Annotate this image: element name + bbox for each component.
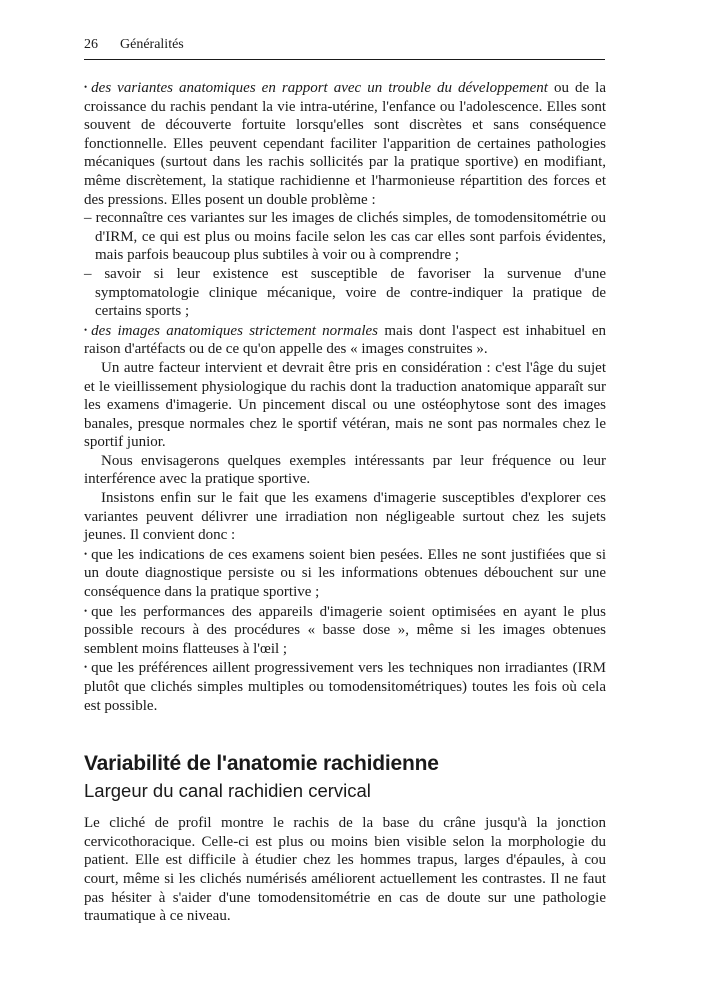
- bullet-paragraph: [84, 602, 606, 659]
- subsection-heading: Largeur du canal rachidien cervical: [84, 780, 371, 802]
- paragraph-text: que les performances des appareils d'imagerie soient optimisées en ayant le plus possible recours à des procédures « basse dose », même si les images obtenues semblent moins flatteuses à l'œil ;: [84, 603, 606, 657]
- section-heading: Variabilité de l'anatomie rachidienne: [84, 752, 439, 776]
- bullet-paragraph: [84, 78, 606, 209]
- bullet-icon: •: [84, 548, 88, 559]
- emphasis-text: des images anatomiques strictement normales: [91, 322, 379, 339]
- paragraph: Un autre facteur intervient et devrait être pris en considération : c'est l'âge du sujet et le vieillissement physiologique du rachis dont la traduction anatomique apparaît sur les examens d'imagerie. Un pincement discal ou une ostéophytose sont des images banales, presque normales chez le sportif vétéran, mais ne sont pas normales chez le sportif junior.: [84, 359, 606, 451]
- paragraph: Insistons enfin sur le fait que les examens d'imagerie susceptibles d'explorer ces variantes peuvent délivrer une irradiation non négligeable surtout chez les sujets jeunes. Il convient donc :: [84, 490, 606, 544]
- dash-item: – reconnaître ces variantes sur les images de clichés simples, de tomodensitométrie ou d'IRM, ce qui est plus ou moins facile selon les cas car elles sont parfois évidentes, mais parfois beaucoup plus subtiles à voir ou à comprendre ;: [84, 210, 606, 264]
- bullet-icon: •: [84, 324, 88, 335]
- paragraph: Le cliché de profil montre le rachis de la base du crâne jusqu'à la jonction cervicothoracique. Celle-ci est plus ou moins bien visible selon la morphologie du patient. Elle est difficile à étudier chez les hommes trapus, larges d'épaules, à cou court, même si les clichés numérisés améliorent actuellement les contrastes. Il ne faut pas hésiter à s'aider d'une tomodensitométrie en cas de doute sur une pathologie traumatique à ce niveau.: [84, 815, 606, 925]
- running-header: [84, 36, 605, 60]
- page-number: 26: [84, 37, 98, 52]
- paragraph-text: ou de la croissance du rachis pendant la vie intra-utérine, l'enfance ou l'adolescence. Elles sont souvent de découverte fortuite lorsqu'elles sont discrètes et sans conséquence fonctionnelle. Elles peuvent cependant faciliter l'apparition de certaines pathologies mécaniques (surtout dans les rachis sollicités par la pratique sportive) en modifiant, même discrètement, la statique rachidienne et l'harmonieuse répartition des forces et des pressions. Elles posent un double problème :: [84, 80, 607, 208]
- dash-item: – savoir si leur existence est susceptible de favoriser la survenue d'une symptomatologie clinique mécanique, voire de contre-indiquer la pratique de certains sports ;: [84, 265, 606, 320]
- bullet-icon: •: [84, 82, 88, 92]
- paragraph-text: mais dont l'aspect est inhabituel en raison d'artéfacts ou de ce qu'on appelle des « images construites ».: [84, 322, 606, 358]
- bullet-paragraph: [84, 658, 606, 715]
- running-title: Généralités: [120, 37, 184, 52]
- bullet-paragraph: [84, 545, 606, 602]
- body-text: [84, 78, 606, 926]
- paragraph-text: que les préférences aillent progressivement vers les techniques non irradiantes (IRM plutôt que clichés simples multiples ou tomodensitométriques) toutes les fois où cela est possible.: [84, 660, 606, 714]
- bullet-paragraph: [84, 321, 606, 359]
- paragraph: Nous envisagerons quelques exemples intéressants par leur fréquence ou leur interférence avec la pratique sportive.: [84, 452, 606, 488]
- bullet-icon: •: [84, 662, 88, 673]
- paragraph-text: que les indications de ces examens soient bien pesées. Elles ne sont justifiées que si un doute diagnostique persiste ou si les informations obtenues débouchent sur une conséquence dans la pratique sportive ;: [84, 546, 606, 601]
- bullet-icon: •: [84, 605, 88, 616]
- emphasis-text: des variantes anatomiques en rapport avec un trouble du développement: [91, 80, 548, 96]
